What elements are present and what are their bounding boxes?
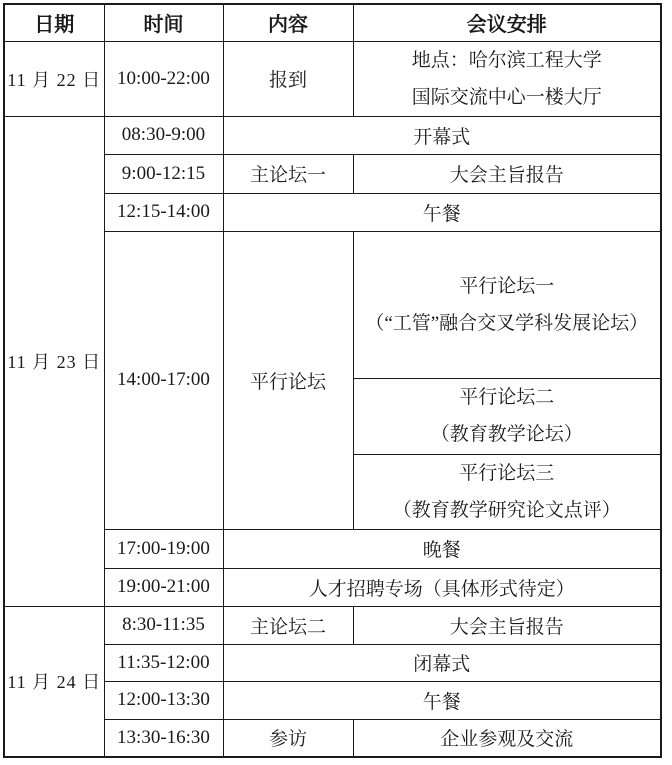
content-cell-r3: 主论坛一 — [223, 154, 353, 193]
forum-2-title: 平行论坛二 — [459, 387, 555, 408]
forum-3-title: 平行论坛三 — [459, 462, 555, 484]
header-time: 时间 — [104, 4, 223, 41]
time-cell-r3: 9:00-12:15 — [104, 154, 223, 193]
merged-cell-r12: 午餐 — [223, 681, 661, 719]
content-cell-r13: 参访 — [223, 719, 353, 757]
time-cell-r10: 8:30-11:35 — [104, 606, 223, 644]
table-row — [4, 116, 661, 154]
arrangement-line-2: 国际交流中心一楼大厅 — [411, 86, 602, 108]
time-cell-r5: 14:00-17:00 — [104, 231, 223, 529]
arrangement-cell-forum-1 — [353, 231, 661, 378]
time-cell-r4: 12:15-14:00 — [104, 193, 223, 231]
forum-1-title: 平行论坛一 — [459, 275, 555, 297]
header-date: 日期 — [4, 4, 104, 41]
date-cell-nov-24: 11 月 24 日 — [4, 606, 104, 757]
merged-cell-r4: 午餐 — [223, 193, 661, 231]
arrangement-cell-r13: 企业参观及交流 — [353, 719, 661, 757]
arrangement-cell-r1 — [353, 41, 661, 116]
header-row — [4, 4, 661, 41]
table-row — [4, 41, 661, 116]
time-cell-r9: 19:00-21:00 — [104, 568, 223, 606]
merged-cell-r11: 闭幕式 — [223, 644, 661, 681]
time-cell-r1: 10:00-22:00 — [104, 41, 223, 116]
arrangement-cell-forum-3 — [353, 454, 661, 529]
conference-schedule-table — [3, 3, 662, 758]
merged-cell-r8: 晚餐 — [223, 529, 661, 568]
header-content: 内容 — [223, 4, 353, 41]
merged-cell-r9: 人才招聘专场（具体形式待定） — [223, 568, 661, 606]
arrangement-cell-r3: 大会主旨报告 — [353, 154, 661, 193]
content-cell-r10: 主论坛二 — [223, 606, 353, 644]
content-cell-r5: 平行论坛 — [223, 231, 353, 529]
time-cell-r2: 08:30-9:00 — [104, 116, 223, 154]
time-cell-r11: 11:35-12:00 — [104, 644, 223, 681]
date-cell-nov-22: 11 月 22 日 — [4, 41, 104, 116]
merged-cell-r2: 开幕式 — [223, 116, 661, 154]
arrangement-line-1: 地点：哈尔滨工程大学 — [411, 49, 602, 71]
time-cell-r12: 12:00-13:30 — [104, 681, 223, 719]
forum-1-subtitle: （“工管”融合交叉学科发展论坛） — [365, 312, 649, 334]
arrangement-cell-forum-2 — [353, 378, 661, 454]
time-cell-r13: 13:30-16:30 — [104, 719, 223, 757]
forum-3-subtitle: （教育教学研究论文点评） — [392, 499, 621, 521]
arrangement-cell-r10: 大会主旨报告 — [353, 606, 661, 644]
forum-2-subtitle: （教育教学论坛） — [430, 424, 583, 445]
header-arrangement: 会议安排 — [353, 4, 661, 41]
date-cell-nov-23: 11 月 23 日 — [4, 116, 104, 606]
content-cell-r1: 报到 — [223, 41, 353, 116]
time-cell-r8: 17:00-19:00 — [104, 529, 223, 568]
table-row — [4, 606, 661, 644]
